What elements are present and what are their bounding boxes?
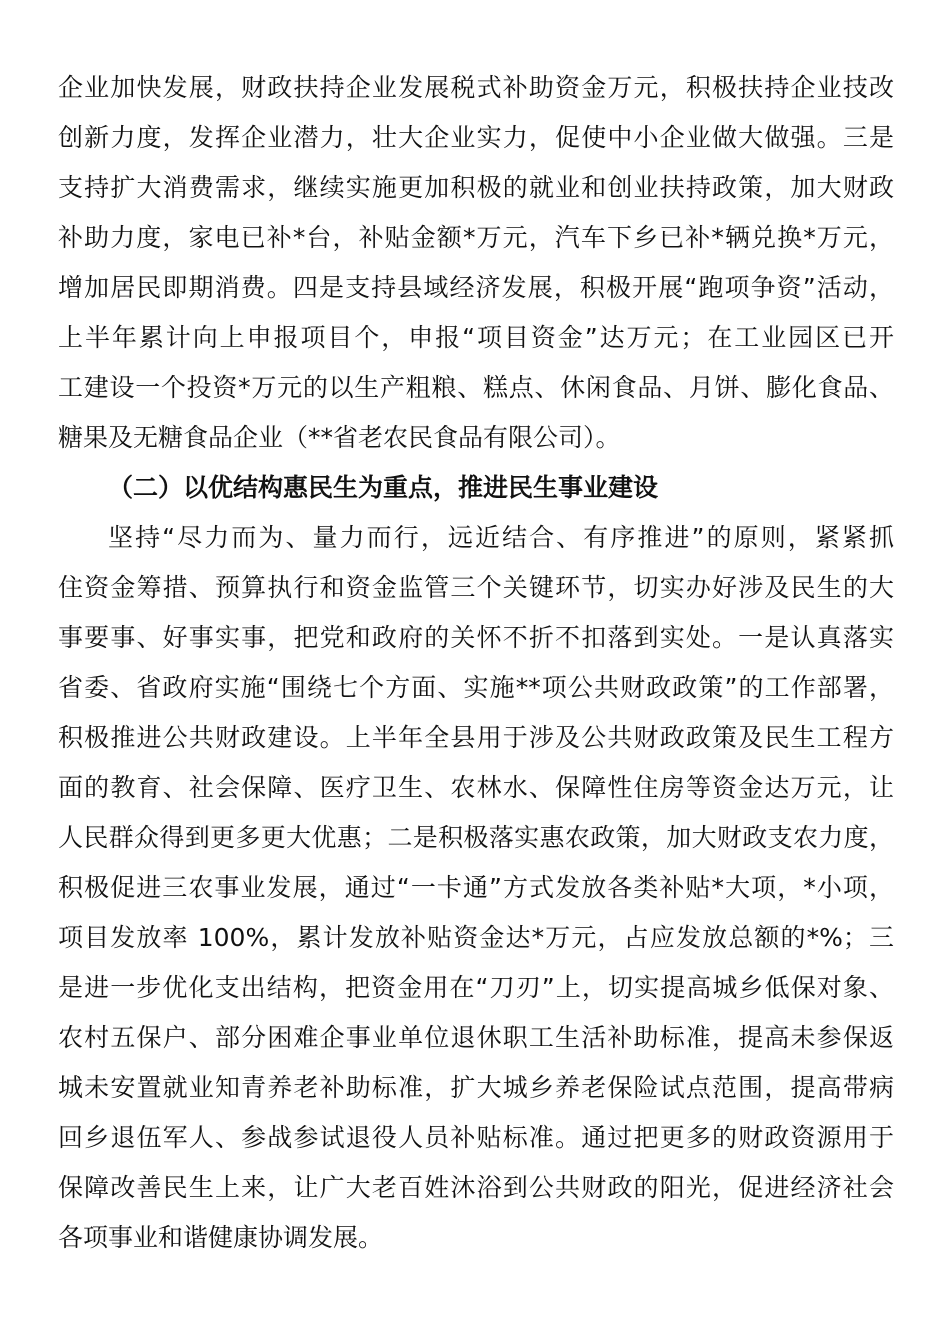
- paragraph-2-line-14: 保障改善民生上来，让广大老百姓沐浴到公共财政的阳光，促进经济社会: [58, 1173, 894, 1202]
- paragraph-2-line-6: 面的教育、社会保障、医疗卫生、农林水、保障性住房等资金达万元，让: [58, 773, 894, 802]
- paragraph-2-line-12: 城未安置就业知青养老补助标准，扩大城乡养老保险试点范围，提高带病: [58, 1073, 894, 1102]
- paragraph-2-line-10: 是进一步优化支出结构，把资金用在“刀刃”上，切实提高城乡低保对象、: [58, 973, 894, 1002]
- paragraph-2-line-5: 积极推进公共财政建设。上半年全县用于涉及公共财政政策及民生工程方: [58, 723, 894, 752]
- paragraph-2-line-7: 人民群众得到更多更大优惠；二是积极落实惠农政策，加大财政支农力度，: [58, 823, 894, 852]
- paragraph-2-line-11: 农村五保户、部分困难企事业单位退休职工生活补助标准，提高未参保返: [58, 1023, 894, 1052]
- paragraph-2-line-15: 各项事业和谐健康协调发展。: [58, 1223, 384, 1252]
- paragraph-1-line-1: 企业加快发展，财政扶持企业发展税式补助资金万元，积极扶持企业技改: [58, 73, 894, 102]
- paragraph-2-line-9: 项目发放率 100%，累计发放补贴资金达*万元，占应发放总额的*%；三: [58, 923, 894, 952]
- paragraph-2-line-1: 坚持“尽力而为、量力而行，远近结合、有序推进”的原则，紧紧抓: [108, 523, 894, 552]
- paragraph-1-line-4: 补助力度，家电已补*台，补贴金额*万元，汽车下乡已补*辆兑换*万元，: [58, 223, 894, 252]
- paragraph-2-line-13: 回乡退伍军人、参战参试退役人员补贴标准。通过把更多的财政资源用于: [58, 1123, 894, 1152]
- paragraph-1-line-2: 创新力度，发挥企业潜力，壮大企业实力，促使中小企业做大做强。三是: [58, 123, 894, 152]
- paragraph-1-line-7: 工建设一个投资*万元的以生产粗粮、糕点、休闲食品、月饼、膨化食品、: [58, 373, 894, 402]
- paragraph-2-line-2: 住资金筹措、预算执行和资金监管三个关键环节，切实办好涉及民生的大: [58, 573, 894, 602]
- paragraph-2-line-3: 事要事、好事实事，把党和政府的关怀不折不扣落到实处。一是认真落实: [58, 623, 894, 652]
- paragraph-2-line-4: 省委、省政府实施“围绕七个方面、实施**项公共财政政策”的工作部署，: [58, 673, 894, 702]
- section-heading: （二）以优结构惠民生为重点，推进民生事业建设: [108, 473, 659, 502]
- paragraph-1-line-5: 增加居民即期消费。四是支持县域经济发展，积极开展“跑项争资”活动，: [58, 273, 894, 302]
- paragraph-2-line-8: 积极促进三农事业发展，通过“一卡通”方式发放各类补贴*大项，*小项，: [58, 873, 894, 902]
- paragraph-1-line-6: 上半年累计向上申报项目个，申报“项目资金”达万元；在工业园区已开: [58, 323, 894, 352]
- paragraph-1-line-8: 糖果及无糖食品企业（**省老农民食品有限公司）。: [58, 423, 621, 452]
- paragraph-1-line-3: 支持扩大消费需求，继续实施更加积极的就业和创业扶持政策，加大财政: [58, 173, 894, 202]
